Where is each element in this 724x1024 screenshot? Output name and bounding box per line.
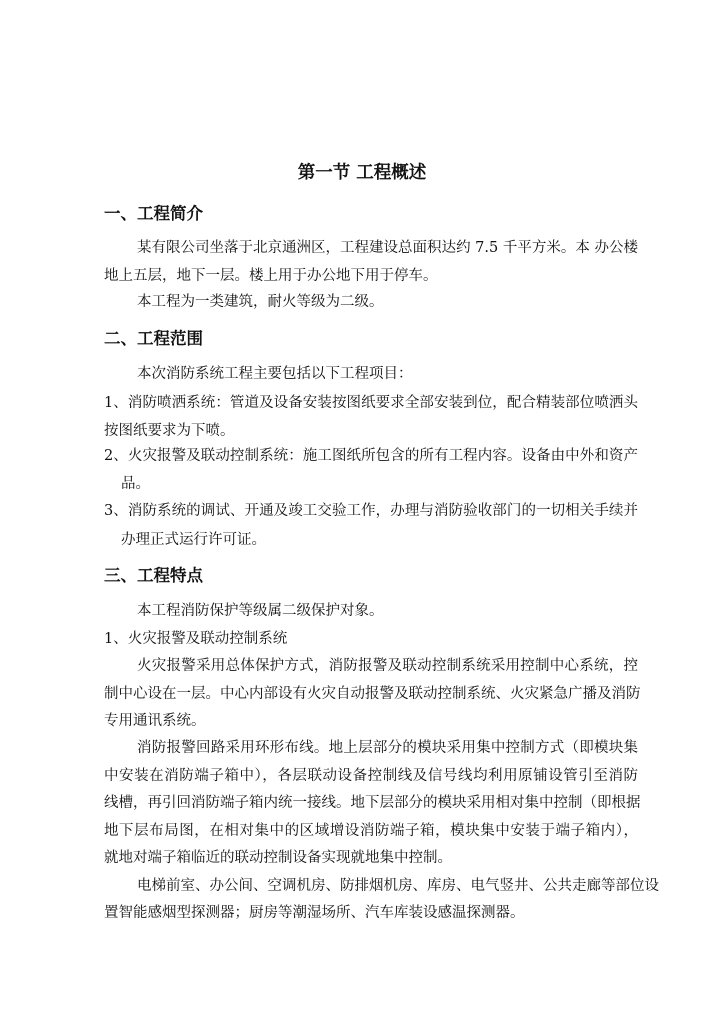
paragraph-line: 地下层布局图，在相对集中的区域增设消防端子箱，模块集中安装于端子箱内）， [104,823,638,839]
paragraph-line: 本工程消防保护等级属二级保护对象。 [137,603,384,619]
paragraph-line: 本工程为一类建筑，耐火等级为二级。 [137,294,384,310]
paragraph-line: 电梯前室、办公间、空调机房、防排烟机房、库房、电气竖井、公共走廊等部位设 [137,878,659,894]
list-item-line: 办理正式运行许可证。 [121,532,266,548]
paragraph-line: 本次消防系统工程主要包括以下工程项目： [137,366,413,382]
subheading-line: 1、火灾报警及联动控制系统 [104,631,288,647]
paragraph-line: 专用通讯系统。 [104,713,206,729]
section-heading-overview: 一、工程简介 [104,204,203,223]
list-item-line: 品。 [121,476,150,492]
section-heading-scope: 二、工程范围 [104,329,203,348]
paragraph-line: 制中心设在一层。中心内部设有火灾自动报警及联动控制系统、火灾紧急广播及消防 [104,686,641,702]
section-heading-features: 三、工程特点 [104,566,203,585]
list-item-line: 3、消防系统的调试、开通及竣工交验工作，办理与消防验收部门的一切相关手续并 [104,503,638,519]
paragraph-line: 地上五层，地下一层。楼上用于办公地下用于停车。 [104,268,438,284]
list-item-line: 2、火灾报警及联动控制系统：施工图纸所包含的所有工程内容。设备由中外和资产 [104,448,638,464]
paragraph-line: 火灾报警采用总体保护方式，消防报警及联动控制系统采用控制中心系统，控 [137,658,638,674]
paragraph-line: 线槽，再引回消防端子箱内统一接线。地下层部分的模块采用相对集中控制（即根据 [104,795,641,811]
list-item-line: 按图纸要求为下喷。 [104,423,235,439]
paragraph-line: 就地对端子箱临近的联动控制设备实现就地集中控制。 [104,850,452,866]
list-item-line: 1、消防喷洒系统：管道及设备安装按图纸要求全部安装到位，配合精装部位喷洒头 [104,395,638,411]
paragraph-line: 中安装在消防端子箱中），各层联动设备控制线及信号线均利用原铺设管引至消防 [104,768,638,784]
paragraph-line: 消防报警回路采用环形布线。地上层部分的模块采用集中控制方式（即模块集 [137,740,638,756]
paragraph-line: 置智能感烟型探测器；厨房等潮湿场所、汽车库装设感温探测器。 [104,905,525,921]
paragraph-line: 某有限公司坐落于北京通洲区，工程建设总面积达约 7.5 千平方米。本 办公楼 [137,240,638,256]
page-title: 第一节 工程概述 [297,163,427,183]
